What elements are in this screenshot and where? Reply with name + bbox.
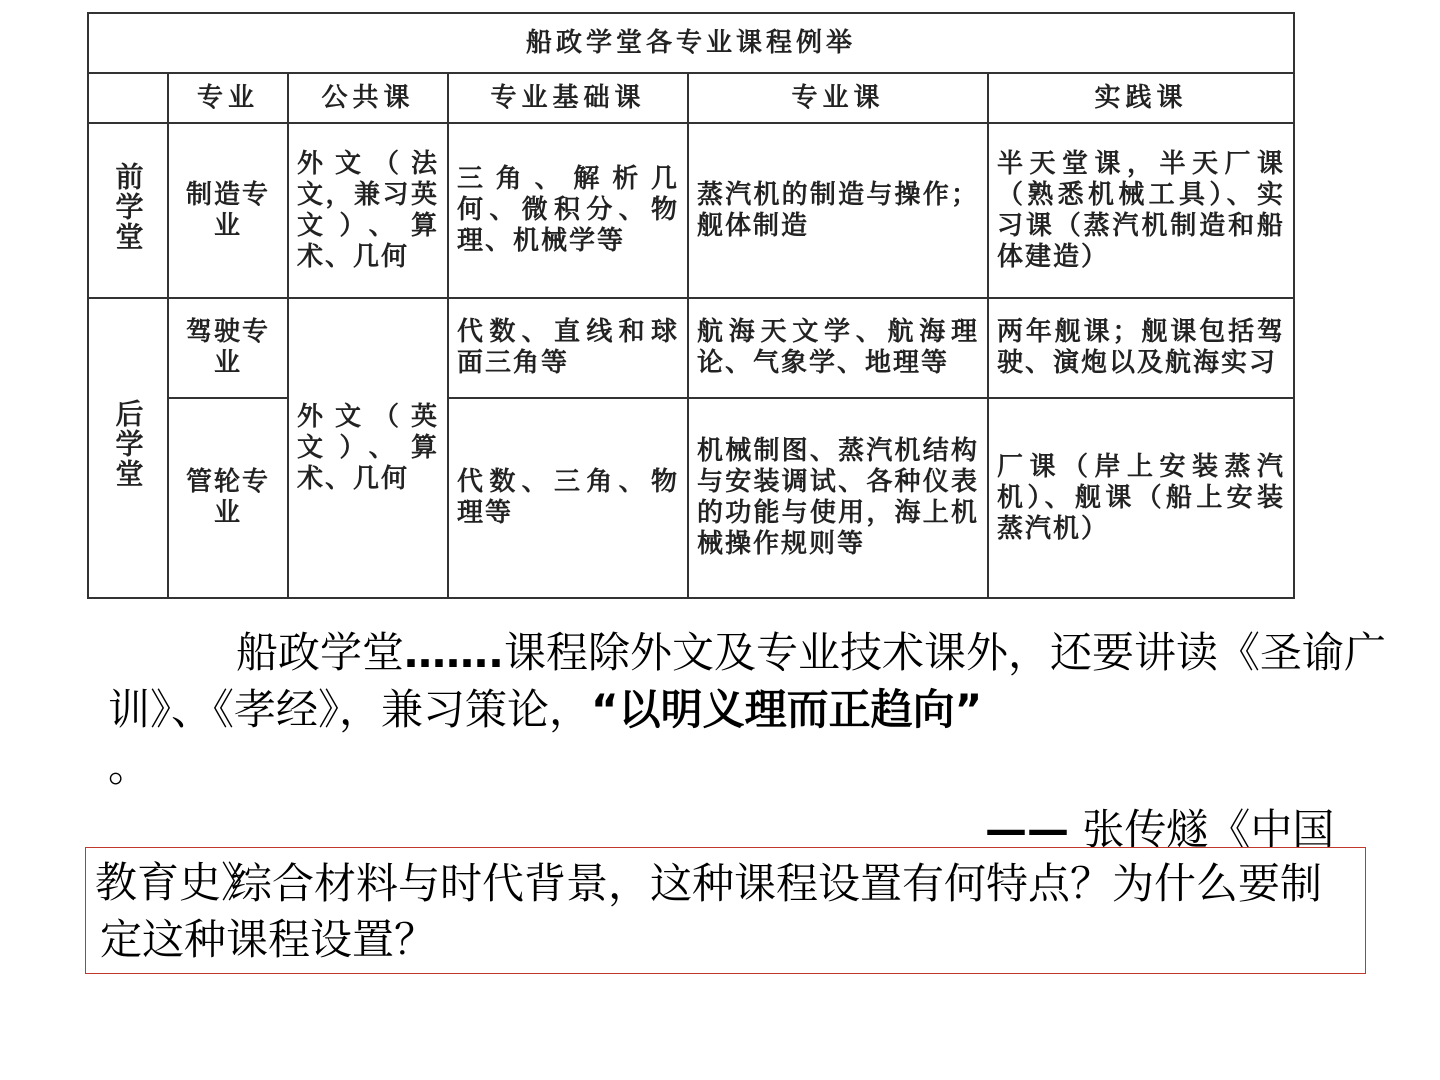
cell-major: 制造专业 (168, 123, 288, 298)
quote-paragraph (108, 624, 1420, 795)
source-author: 张传燧《中国 (1082, 805, 1335, 854)
section-back: 后学堂 (88, 298, 168, 598)
cell-pro: 蒸汽机的制造与操作；舰体制造 (688, 123, 988, 298)
cell-major: 驾驶专业 (168, 298, 288, 398)
header-basic: 专业基础课 (448, 73, 688, 123)
quote-lead: 船政学堂 (236, 628, 405, 677)
source-dash: —— (985, 805, 1069, 854)
cell-pro: 机械制图、蒸汽机结构与安装调试、各种仪表的功能与使用，海上机械操作规则等 (688, 398, 988, 598)
cell-practice: 半天堂课，半天厂课（熟悉机械工具）、实习课（蒸汽机制造和船体建造） (988, 123, 1294, 298)
course-table-figure (87, 12, 1293, 599)
course-table (87, 12, 1295, 599)
table-title: 船政学堂各专业课程例举 (88, 13, 1294, 73)
table-row (88, 298, 1294, 398)
cell-basic: 代数、三角、物理等 (448, 398, 688, 598)
cell-common: 外文（法文，兼习英文）、算术、几何 (288, 123, 448, 298)
cell-practice: 两年舰课；舰课包括驾驶、演炮以及航海实习 (988, 298, 1294, 398)
header-major: 专业 (168, 73, 288, 123)
cell-practice: 厂课（岸上安装蒸汽机）、舰课（船上安装蒸汽机） (988, 398, 1294, 598)
cell-basic: 三角、解析几何、微积分、物理、机械学等 (448, 123, 688, 298)
table-row (88, 398, 1294, 598)
source-tail: 教育史》 (95, 858, 264, 907)
section-front: 前学堂 (88, 123, 168, 298)
cell-basic: 代数、直线和球面三角等 (448, 298, 688, 398)
quote-highlight: “以明义理而正趋向” (591, 685, 983, 734)
cell-common: 外文（英文）、算术、几何 (288, 298, 448, 598)
question-text: 综合材料与时代背景，这种课程设置有何特点？为什么要制定这种课程设置？ (100, 859, 1323, 964)
cell-pro: 航海天文学、航海理论、气象学、地理等 (688, 298, 988, 398)
cell-major: 管轮专业 (168, 398, 288, 598)
quote-body: 课程除外文及专业技术课外，还要讲读《圣谕广训》、《孝经》，兼习策论， (108, 628, 1386, 734)
header-practice: 实践课 (988, 73, 1294, 123)
header-common: 公共课 (288, 73, 448, 123)
table-row (88, 123, 1294, 298)
header-pro: 专业课 (688, 73, 988, 123)
quote-end: 。 (108, 742, 151, 791)
quote-ellipsis: ……. (404, 628, 504, 677)
header-empty (88, 73, 168, 123)
